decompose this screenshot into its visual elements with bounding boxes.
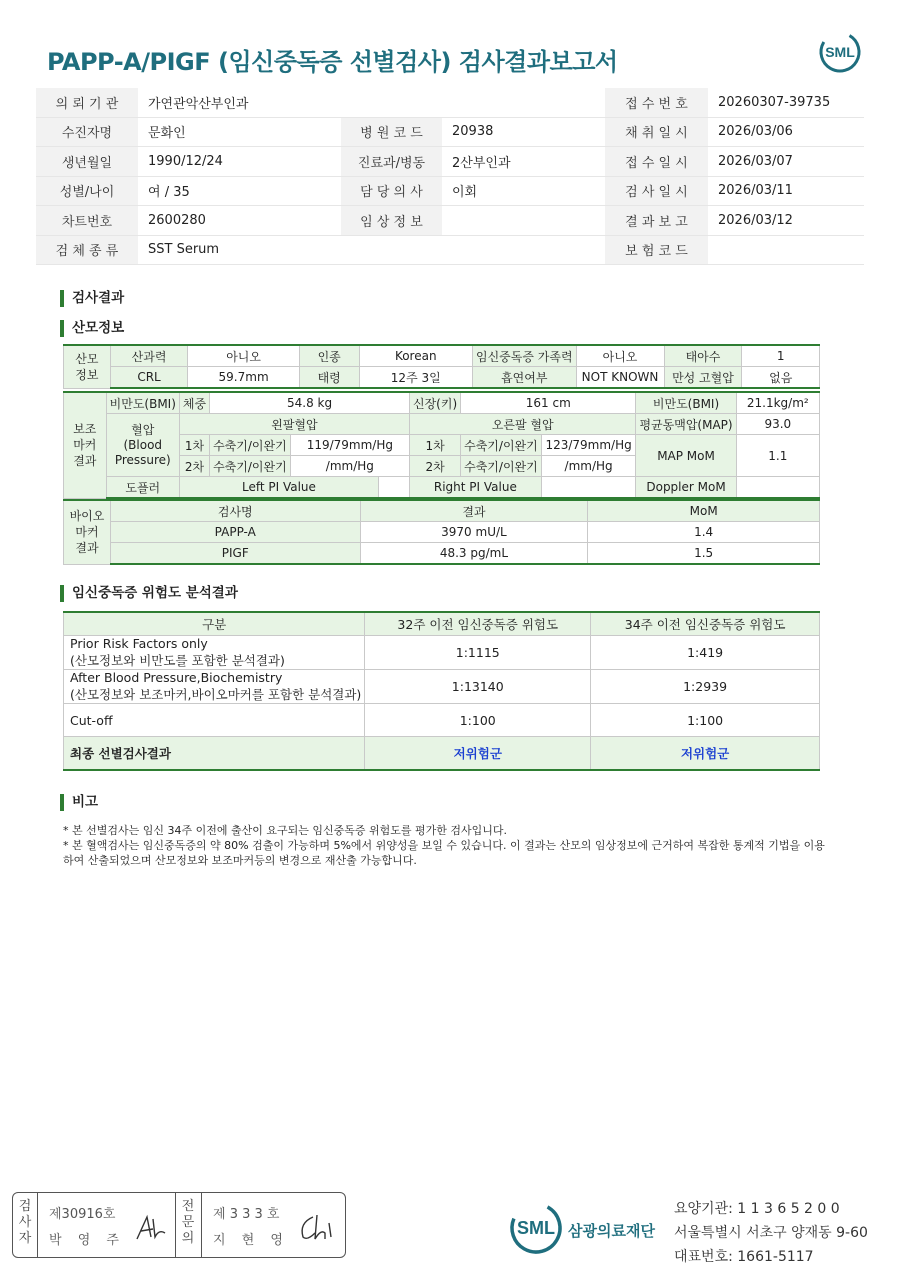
header-label: 의 뢰 기 관	[36, 88, 138, 117]
section-maternal-heading: 산모정보	[60, 320, 124, 337]
specialist-label: 전 문 의	[181, 1199, 195, 1246]
cell: 2차	[179, 456, 209, 477]
header-value: 2026/03/06	[708, 117, 864, 147]
cell: 2차	[409, 456, 460, 477]
cell: MoM	[588, 500, 820, 522]
header-value: 이회	[442, 176, 605, 206]
header-row	[36, 235, 864, 265]
sml-logo-icon	[818, 30, 862, 74]
bio-marker-table	[63, 499, 820, 565]
risk-row-sub: (산모정보와 보조마커,바이오마커를 포함한 분석결과)	[70, 687, 362, 702]
header-value: 1990/12/24	[138, 147, 341, 177]
cell: PAPP-A	[110, 522, 360, 543]
page-title: PAPP-A/PIGF (임신중독증 선별검사) 검사결과보고서	[47, 48, 618, 76]
header-label: 접 수 번 호	[605, 88, 708, 117]
cell: 도플러	[106, 477, 179, 499]
cell: 1차	[179, 435, 209, 456]
institution-code: 요양기관: 1 1 3 6 5 2 0 0	[674, 1201, 840, 1217]
cell: 21.1kg/m²	[736, 392, 819, 414]
header-label: 결 과 보 고	[605, 206, 708, 236]
cell: 산과력	[110, 345, 188, 367]
logo-text: SML	[825, 44, 855, 60]
risk-row-label: Cut-off	[64, 704, 365, 737]
maternal-info-table	[63, 344, 820, 389]
header-row	[36, 147, 864, 177]
cell: Right PI Value	[409, 477, 541, 499]
risk-row-title: After Blood Pressure,Biochemistry	[70, 670, 283, 685]
cell: 1	[742, 345, 820, 367]
header-value: 20260307-39735	[708, 88, 864, 117]
cell: 123/79mm/Hg	[541, 435, 636, 456]
cell: 32주 이전 임신중독증 위험도	[365, 612, 591, 636]
cell	[541, 477, 636, 499]
header-value: 2026/03/11	[708, 176, 864, 206]
cell: 수축기/이완기	[461, 435, 542, 456]
header-value: SST Serum	[138, 235, 341, 265]
cell: 48.3 pg/mL	[360, 543, 588, 565]
risk-table	[63, 611, 820, 771]
inspector-label: 검 사 자	[18, 1199, 32, 1246]
footer-logo-text: SML	[517, 1218, 555, 1238]
maternal-group-label	[64, 345, 111, 388]
specialist-no: 제 3 3 3 호	[213, 1207, 280, 1222]
risk-row-sub: (산모정보와 비만도를 포함한 분석결과)	[70, 653, 285, 668]
header-label: 채 취 일 시	[605, 117, 708, 147]
cell: 54.8 kg	[210, 392, 410, 414]
risk-row-label	[64, 636, 365, 670]
header-row	[36, 88, 864, 117]
header-value	[442, 235, 605, 265]
header-value: 20938	[442, 117, 605, 147]
cell: 1:1115	[365, 636, 591, 670]
specialist-signature-icon	[295, 1209, 337, 1245]
inspector-label-cell	[13, 1193, 38, 1257]
header-label: 수진자명	[36, 117, 138, 147]
cell: 34주 이전 임신중독증 위험도	[591, 612, 820, 636]
header-label: 차트번호	[36, 206, 138, 236]
header-value: 문화인	[138, 117, 341, 147]
header-value	[442, 206, 605, 236]
cell: Left PI Value	[179, 477, 378, 499]
header-value: 2600280	[138, 206, 341, 236]
cell: CRL	[110, 367, 188, 389]
section-risk-heading: 임신중독증 위험도 분석결과	[60, 585, 238, 602]
cell: NOT KNOWN	[576, 367, 664, 389]
section-result-heading: 검사결과	[60, 290, 124, 307]
final-result-34: 저위험군	[591, 737, 820, 771]
header-value: 2026/03/07	[708, 147, 864, 177]
cell: 신장(키)	[409, 392, 460, 414]
cell: 수축기/이완기	[210, 456, 291, 477]
maternal-group-text: 산모 정보	[75, 351, 99, 382]
inspector-no: 제30916호	[49, 1207, 116, 1222]
cell: 구분	[64, 612, 365, 636]
cell	[379, 477, 410, 499]
risk-row-label	[64, 670, 365, 704]
cell: 아니오	[576, 345, 664, 367]
inspector-cell	[37, 1193, 176, 1257]
header-label: 접 수 일 시	[605, 147, 708, 177]
cell: 만성 고혈압	[664, 367, 742, 389]
cell: 1:419	[591, 636, 820, 670]
cell: 1.4	[588, 522, 820, 543]
cell: 흡연여부	[472, 367, 576, 389]
bio-group-text: 바이오 마커 결과	[69, 509, 105, 556]
header-label: 성별/나이	[36, 176, 138, 206]
cell: 왼팔혈압	[179, 414, 409, 435]
final-result-32: 저위험군	[365, 737, 591, 771]
header-row	[36, 206, 864, 236]
patient-info-table	[36, 88, 864, 265]
cell: 1:13140	[365, 670, 591, 704]
cell: 161 cm	[461, 392, 636, 414]
cell: 태아수	[664, 345, 742, 367]
risk-row-title: Prior Risk Factors only	[70, 636, 208, 651]
remark-line: * 본 혈액검사는 임신중독증의 약 80% 검출이 가능하며 5%에서 위양성을 보일 수 있습니다. 이 결과는 산모의 임상정보에 근거하여 복잡한 통계적 기법을 이용하여 산출되었으며 산모정보와 보조마커등의 변경으로 재산출 가능합니다.	[63, 839, 825, 867]
header-value	[708, 235, 864, 265]
inspector-name: 박 영 주	[49, 1233, 125, 1248]
cell: 평균동맥압(MAP)	[636, 414, 736, 435]
cell: 1.5	[588, 543, 820, 565]
org-address: 서울특별시 서초구 양재동 9-60	[674, 1225, 868, 1241]
remarks	[63, 823, 833, 868]
header-row	[36, 117, 864, 147]
header-label: 검 체 종 류	[36, 235, 138, 265]
cell: 태령	[299, 367, 359, 389]
header-label: 병 원 코 드	[341, 117, 442, 147]
header-label	[341, 88, 442, 117]
cell: Korean	[359, 345, 472, 367]
cell: PIGF	[110, 543, 360, 565]
cell: 1:100	[591, 704, 820, 737]
cell: 12주 3일	[359, 367, 472, 389]
header-value: 2산부인과	[442, 147, 605, 177]
specialist-cell	[201, 1193, 345, 1257]
final-result-label: 최종 선별검사결과	[64, 737, 365, 771]
header-label: 생년월일	[36, 147, 138, 177]
cell: Doppler MoM	[636, 477, 736, 499]
remark-line: * 본 선별검사는 임신 34주 이전에 출산이 요구되는 임신중독증 위험도를 평가한 검사입니다.	[63, 824, 507, 837]
cell: 비만도(BMI)	[636, 392, 736, 414]
org-phone: 대표번호: 1661-5117	[674, 1249, 814, 1265]
bio-group-label	[64, 500, 111, 564]
bp-text: 혈압 (Blood Pressure)	[114, 422, 171, 467]
cell: /mm/Hg	[290, 456, 409, 477]
header-label	[341, 235, 442, 265]
cell: 119/79mm/Hg	[290, 435, 409, 456]
sml-footer-logo-icon	[508, 1200, 564, 1256]
cell: 비만도(BMI)	[106, 392, 179, 414]
header-label: 검 사 일 시	[605, 176, 708, 206]
header-label: 진료과/병동	[341, 147, 442, 177]
cell: 임신중독증 가족력	[472, 345, 576, 367]
cell: 1:100	[365, 704, 591, 737]
cell	[736, 477, 819, 499]
bp-label	[106, 414, 179, 477]
aux-group-label	[64, 392, 107, 498]
specialist-name: 지 현 영	[213, 1233, 289, 1248]
header-value	[442, 88, 605, 117]
cell: 3970 mU/L	[360, 522, 588, 543]
header-label: 보 험 코 드	[605, 235, 708, 265]
cell: 수축기/이완기	[210, 435, 291, 456]
cell: 인종	[299, 345, 359, 367]
header-row	[36, 176, 864, 206]
header-value: 가연관악산부인과	[138, 88, 341, 117]
org-logo	[508, 1200, 668, 1256]
org-name: 삼광의료재단	[568, 1222, 655, 1240]
signature-box	[12, 1192, 346, 1258]
cell: 59.7mm	[188, 367, 299, 389]
cell: 아니오	[188, 345, 299, 367]
cell: /mm/Hg	[541, 456, 636, 477]
cell: 체중	[179, 392, 209, 414]
inspector-signature-icon	[133, 1211, 169, 1245]
cell: MAP MoM	[636, 435, 736, 477]
aux-marker-table	[63, 391, 820, 499]
header-label: 담 당 의 사	[341, 176, 442, 206]
cell: 1차	[409, 435, 460, 456]
header-value: 2026/03/12	[708, 206, 864, 236]
cell: 오른팔 혈압	[409, 414, 635, 435]
cell: 없음	[742, 367, 820, 389]
cell: 1:2939	[591, 670, 820, 704]
specialist-label-cell	[175, 1193, 202, 1257]
section-remark-heading: 비고	[60, 794, 98, 811]
cell: 수축기/이완기	[461, 456, 542, 477]
cell: 결과	[360, 500, 588, 522]
header-label: 임 상 정 보	[341, 206, 442, 236]
cell: 검사명	[110, 500, 360, 522]
cell: 93.0	[736, 414, 819, 435]
header-value: 여 / 35	[138, 176, 341, 206]
cell: 1.1	[736, 435, 819, 477]
aux-group-text: 보조 마커 결과	[73, 422, 97, 469]
